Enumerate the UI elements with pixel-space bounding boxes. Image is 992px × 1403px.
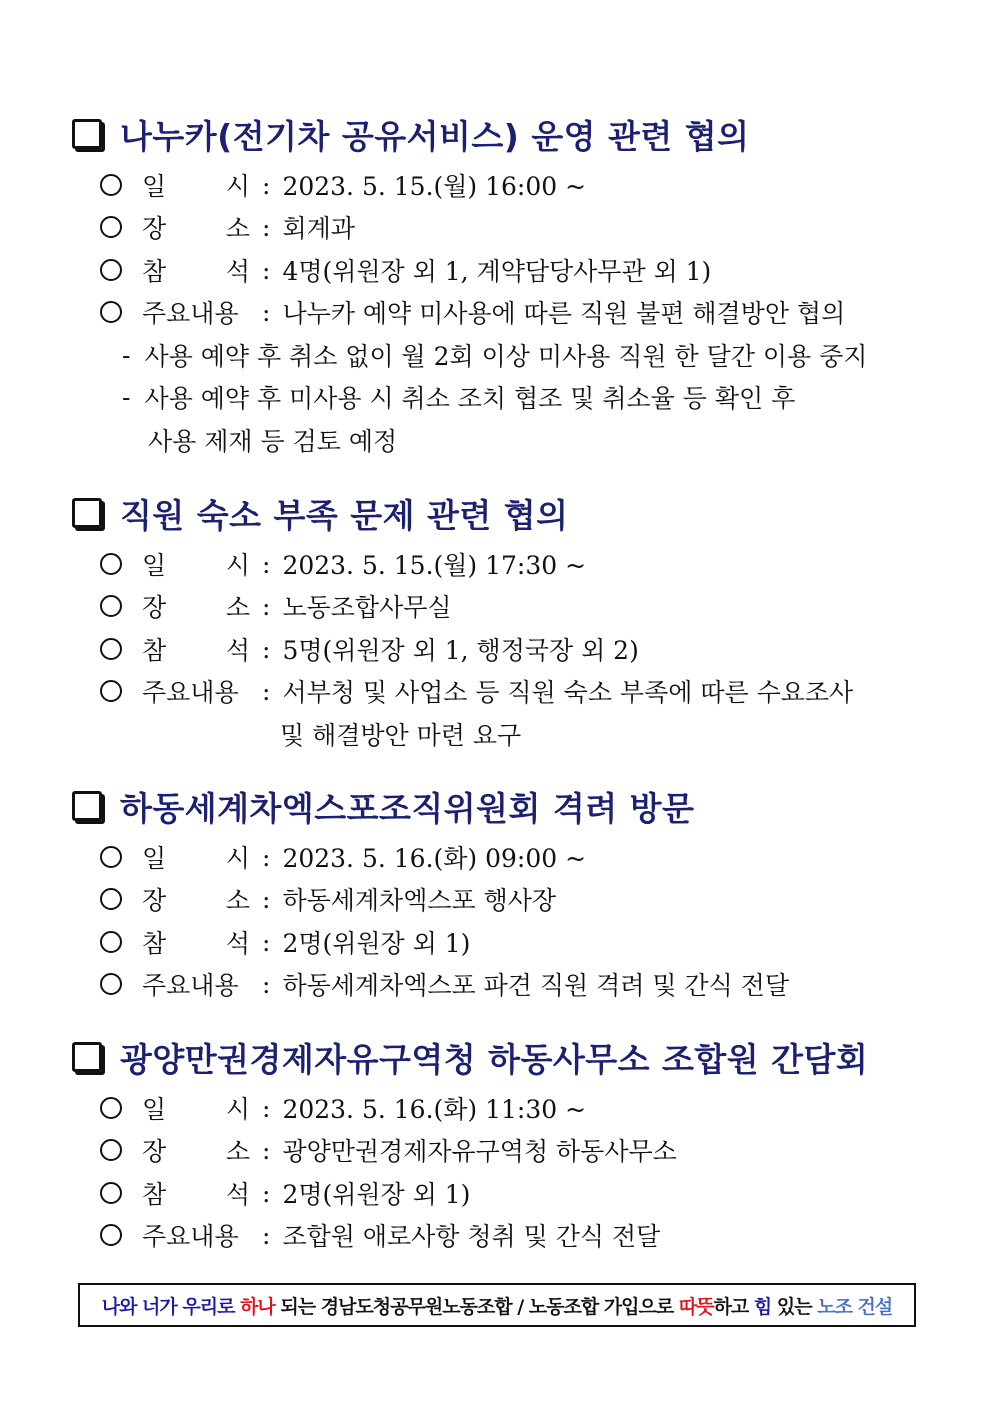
circle-bullet-icon (100, 1182, 122, 1204)
date-label: 일 시 (142, 551, 250, 580)
slogan-highlight: 힘 (753, 1295, 772, 1318)
section-3-place: 하동세계차엑스포 행사장 (282, 886, 557, 915)
section-4-attendees: 2명(위원장 외 1) (282, 1180, 471, 1209)
section-2-title-text: 직원 숙소 부족 문제 관련 협의 (120, 495, 569, 535)
circle-bullet-icon (100, 1224, 122, 1246)
colon: : (262, 255, 271, 285)
section-1-sub-1: - 사용 예약 후 취소 없이 월 2회 이상 미사용 직원 한 달간 이용 중지 (122, 335, 867, 375)
place-label: 장 소 (142, 214, 250, 243)
circle-bullet-icon (100, 216, 122, 238)
section-2-content: 서부청 및 사업소 등 직원 숙소 부족에 따른 수요조사 (282, 678, 854, 707)
section-1-title-text: 나누카(전기차 공유서비스) 운영 관련 협의 (120, 116, 750, 156)
sub-item-text: 사용 예약 후 취소 없이 월 2회 이상 미사용 직원 한 달간 이용 중지 (144, 342, 868, 371)
colon: : (262, 927, 271, 957)
content-label: 주요내용 (142, 1222, 239, 1251)
colon: : (262, 170, 271, 200)
colon: : (262, 212, 271, 242)
circle-bullet-icon (100, 174, 122, 196)
section-4-content: 조합원 애로사항 청취 및 간식 전달 (282, 1222, 661, 1251)
date-label: 일 시 (142, 1095, 250, 1124)
section-1-date: 2023. 5. 15.(월) 16:00 ~ (282, 172, 587, 201)
slogan-part: 나와 너가 우리로 (101, 1295, 241, 1318)
section-1-sub-2-continued: 사용 제재 등 검토 예정 (148, 427, 398, 456)
colon: : (262, 676, 271, 706)
section-1-content: 나누카 예약 미사용에 따른 직원 불편 해결방안 협의 (282, 299, 846, 328)
section-1-date-row (100, 165, 586, 205)
section-1-place-row (100, 207, 355, 247)
colon: : (262, 549, 271, 579)
section-4-title (72, 1037, 868, 1077)
content-label: 주요내용 (142, 299, 239, 328)
slogan-part: 되는 경남도청공무원노동조합 / 노동조합 가입으로 (274, 1295, 679, 1318)
section-3-content: 하동세계차엑스포 파견 직원 격려 및 간식 전달 (282, 971, 789, 1000)
slogan-highlight: 하나 (240, 1295, 275, 1318)
section-2-place: 노동조합사무실 (282, 593, 452, 622)
colon: : (262, 1093, 271, 1123)
circle-bullet-icon (100, 301, 122, 323)
colon: : (262, 884, 271, 914)
circle-bullet-icon (100, 259, 122, 281)
content-label: 주요내용 (142, 971, 239, 1000)
section-2-attendees: 5명(위원장 외 1, 행정국장 외 2) (282, 636, 639, 665)
checkbox-square-icon (72, 119, 102, 149)
circle-bullet-icon (100, 638, 122, 660)
attendees-label: 참 석 (142, 636, 250, 665)
place-label: 장 소 (142, 886, 250, 915)
colon: : (262, 297, 271, 327)
section-1-sub-2: - 사용 예약 후 미사용 시 취소 조치 협조 및 취소율 등 확인 후 (122, 377, 795, 417)
section-3-title (72, 786, 694, 826)
slogan-highlight: 따뜻 (678, 1295, 714, 1318)
colon: : (262, 1220, 271, 1250)
section-4-content-row (100, 1215, 660, 1255)
attendees-label: 참 석 (142, 1180, 250, 1209)
section-3-title-text: 하동세계차엑스포조직위원회 격려 방문 (120, 788, 695, 828)
section-2-date-row (100, 544, 586, 584)
circle-bullet-icon (100, 888, 122, 910)
section-1-attendees-row (100, 250, 711, 290)
section-4-title-text: 광양만권경제자유구역청 하동사무소 조합원 간담회 (120, 1039, 869, 1079)
colon: : (262, 1135, 271, 1165)
circle-bullet-icon (100, 973, 122, 995)
section-4-place: 광양만권경제자유구역청 하동사무소 (282, 1137, 677, 1166)
footer-slogan (78, 1283, 916, 1327)
section-3-place-row (100, 879, 556, 919)
content-label: 주요내용 (142, 678, 239, 707)
date-label: 일 시 (142, 844, 250, 873)
circle-bullet-icon (100, 595, 122, 617)
section-4-date-row (100, 1088, 586, 1128)
circle-bullet-icon (100, 1139, 122, 1161)
section-1-attendees: 4명(위원장 외 1, 계약담당사무관 외 1) (282, 257, 712, 286)
circle-bullet-icon (100, 846, 122, 868)
section-3-date: 2023. 5. 16.(화) 09:00 ~ (282, 844, 587, 873)
section-2-place-row (100, 586, 452, 626)
section-2-content-continued: 및 해결방안 마련 요구 (280, 721, 522, 750)
date-label: 일 시 (142, 172, 250, 201)
circle-bullet-icon (100, 680, 122, 702)
section-1-place: 회계과 (282, 214, 355, 243)
section-3-attendees-row (100, 922, 470, 962)
sub-item-text: 사용 예약 후 미사용 시 취소 조치 협조 및 취소율 등 확인 후 (144, 384, 796, 413)
section-4-date: 2023. 5. 16.(화) 11:30 ~ (282, 1095, 587, 1124)
colon: : (262, 634, 271, 664)
slogan-part: 있는 (771, 1295, 818, 1318)
attendees-label: 참 석 (142, 929, 250, 958)
checkbox-square-icon (72, 498, 102, 528)
circle-bullet-icon (100, 553, 122, 575)
attendees-label: 참 석 (142, 257, 250, 286)
section-3-attendees: 2명(위원장 외 1) (282, 929, 471, 958)
section-4-attendees-row (100, 1173, 470, 1213)
section-4-place-row (100, 1130, 677, 1170)
place-label: 장 소 (142, 1137, 250, 1166)
colon: : (262, 591, 271, 621)
checkbox-square-icon (72, 791, 102, 821)
circle-bullet-icon (100, 931, 122, 953)
section-2-date: 2023. 5. 15.(월) 17:30 ~ (282, 551, 587, 580)
slogan-highlight: 노조 건설 (817, 1295, 893, 1318)
circle-bullet-icon (100, 1097, 122, 1119)
slogan-part: 하고 (713, 1295, 754, 1318)
colon: : (262, 1178, 271, 1208)
colon: : (262, 969, 271, 999)
colon: : (262, 842, 271, 872)
section-2-attendees-row (100, 629, 639, 669)
section-2-title (72, 493, 568, 533)
section-1-title (72, 114, 750, 154)
checkbox-square-icon (72, 1042, 102, 1072)
place-label: 장 소 (142, 593, 250, 622)
section-3-content-row (100, 964, 789, 1004)
section-1-content-row (100, 292, 845, 332)
section-3-date-row (100, 837, 586, 877)
section-2-content-row (100, 671, 853, 711)
